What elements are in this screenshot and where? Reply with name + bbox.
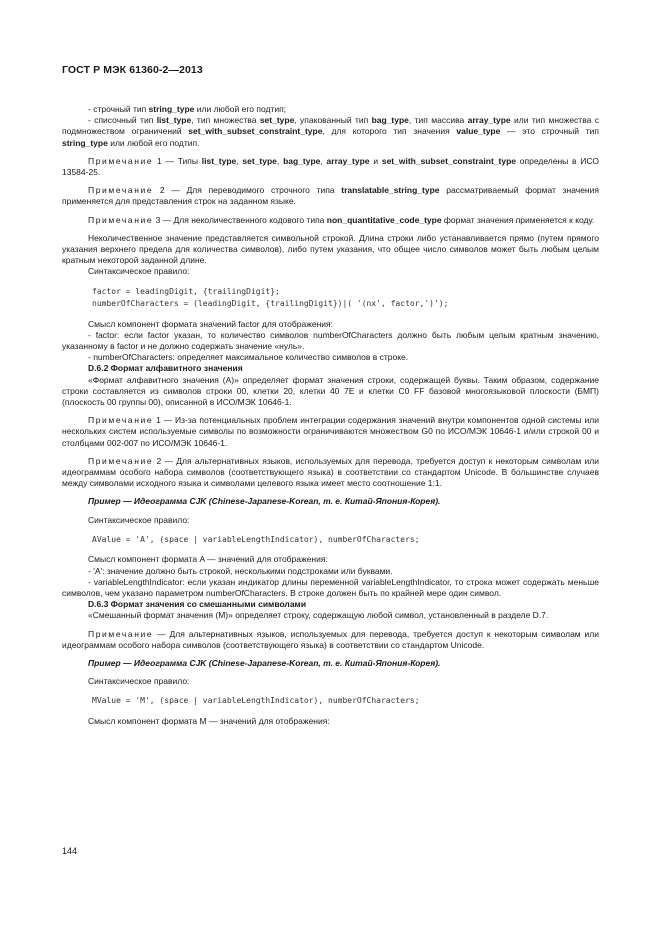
list-item-factor: - factor: если factor указан, то количество символов numberOfCharacters должно быть любым целым кратным значению, указанному в factor и не должно содержать значение «нуль». bbox=[62, 329, 599, 352]
list-item-string-type: - строчный тип string_type или любой его подтип; bbox=[88, 104, 287, 114]
section-heading-d62: D.6.2 Формат алфавитного значения bbox=[88, 363, 243, 374]
page-content bbox=[62, 104, 599, 727]
syntax-rule-label: Синтаксическое правило: bbox=[88, 676, 190, 687]
document-header: ГОСТ Р МЭК 61360-2—2013 bbox=[62, 64, 203, 76]
page-number: 144 bbox=[62, 846, 78, 856]
note-1-types: Примечание 1 — Типы list_type, set_type, bag_type, array_type и set_with_subset_constraint_type определены в ИСО 13584-25. bbox=[62, 155, 599, 178]
note-alternative-languages: Примечание — Для альтернативных языков, используемых для перевода, требуется доступ к некоторым символам или идеограммам особого набора символов (соответствующего языка) в соответствии со стандартом Unicode. bbox=[62, 628, 599, 650]
example-cjk-1: Пример — Идеограмма CJK (Chinese-Japanese-Korean, т. е. Китай-Япония-Корея). bbox=[88, 496, 441, 507]
code-line: MValue = 'M', (space | variableLengthIndicator), numberOfCharacters; bbox=[92, 696, 420, 706]
paragraph-mixed-format: «Смешанный формат значения (М)» определяет строку, содержащую любой символ, установленный в разделе D.7. bbox=[88, 610, 549, 621]
code-line: factor = leadingDigit, {trailingDigit}; bbox=[92, 286, 280, 296]
code-block-factor bbox=[62, 286, 599, 311]
note-2-translatable: Примечание 2 — Для переводимого строчного типа translatable_string_type рассматриваемый формат значения применяется для представления строк на заданном языке. bbox=[62, 185, 599, 207]
code-block-avalue bbox=[62, 534, 599, 547]
code-block-mvalue bbox=[62, 695, 599, 708]
paragraph-string-length: Неколичественное значение представляется символьной строкой. Длина строки либо устанавливается прямо (путем прямого указания верхнего предела для количества символов), либо путем указания, что общее число символов может быть любым целым кратным некоторой заданной длине. bbox=[62, 232, 599, 266]
code-line: numberOfCharacters = (leadingDigit, {trailingDigit})|( '(nx', factor,')'); bbox=[92, 299, 449, 309]
syntax-rule-label: Синтаксическое правило: bbox=[88, 514, 190, 525]
code-line: AValue = 'A', (space | variableLengthIndicator), numberOfCharacters; bbox=[92, 534, 420, 544]
list-item-variable-length: - variableLengthIndicator: если указан индикатор длины переменной variableLengthIndicator, то строка может содержать меньше символов, чем указано параметром numberOfCharacters. В строке должен быть по крайней мере один символ. bbox=[62, 576, 599, 598]
list-item-number-of-characters: - numberOfCharacters: определяет максимальное количество символов в строке. bbox=[88, 352, 409, 363]
paragraph-alphabetic-format: «Формат алфавитного значения (А)» определяет формат значения строки, содержащей буквы. Таким образом, содержание строки составляется из символов строки 00, клетки 20, клетки 40 7E и клетки C0 FF базовой многоязыковой плоскости (БМП) (плоскость 00 группы 00), описанной в ИСО/МЭК 10646-1. bbox=[62, 374, 599, 408]
note-3-code-type: Примечание 3 — Для неколичественного кодового типа non_quantitative_code_type формат значения применяется к коду. bbox=[88, 214, 595, 225]
list-item-a: - 'A': значение должно быть строкой, несколькими подстроками или буквами. bbox=[88, 565, 393, 576]
paragraph-a-format-meaning: Смысл компонент формата A — значений для отображения: bbox=[88, 554, 328, 565]
note-1-integration: Примечание 1 — Из-за потенциальных проблем интеграции содержания значений внутри компонентов одной системы или нескольких систем используемые символы по возможности ограничиваются множеством G0 по ИСО/МЭК 10646-1 и/или строкой 00 и столбцами 002-007 по ИСО/МЭК 10646-1. bbox=[62, 415, 599, 448]
syntax-rule-label: Синтаксическое правило: bbox=[88, 266, 190, 277]
note-2-alternative-languages: Примечание 2 — Для альтернативных языков, используемых для перевода, требуется доступ к некоторым символам или идеограммам особого набора символов (соответствующего языка) в соответствии со стандартом Unicode. В большинстве случаев между символами исходного языка и символами целевого языка имеет место соотношение 1:1. bbox=[62, 455, 599, 489]
section-heading-d63: D.6.3 Формат значения со смешанными символами bbox=[88, 599, 307, 610]
paragraph-m-format-meaning: Смысл компонент формата М — значений для отображения: bbox=[88, 715, 330, 726]
example-cjk-2: Пример — Идеограмма CJK (Chinese-Japanese-Korean, т. е. Китай-Япония-Корея). bbox=[88, 658, 441, 669]
list-item-list-type: - списочный тип list_type, тип множества set_type, упакованный тип bag_type, тип массива array_type или тип множества с подмножеством ограничений set_with_subset_constraint_type, для которого тип значения value_type — это строчный тип string_type или любой его подтип. bbox=[62, 115, 599, 148]
paragraph-factor-meaning: Смысл компонент формата значений factor для отображения: bbox=[88, 318, 334, 329]
